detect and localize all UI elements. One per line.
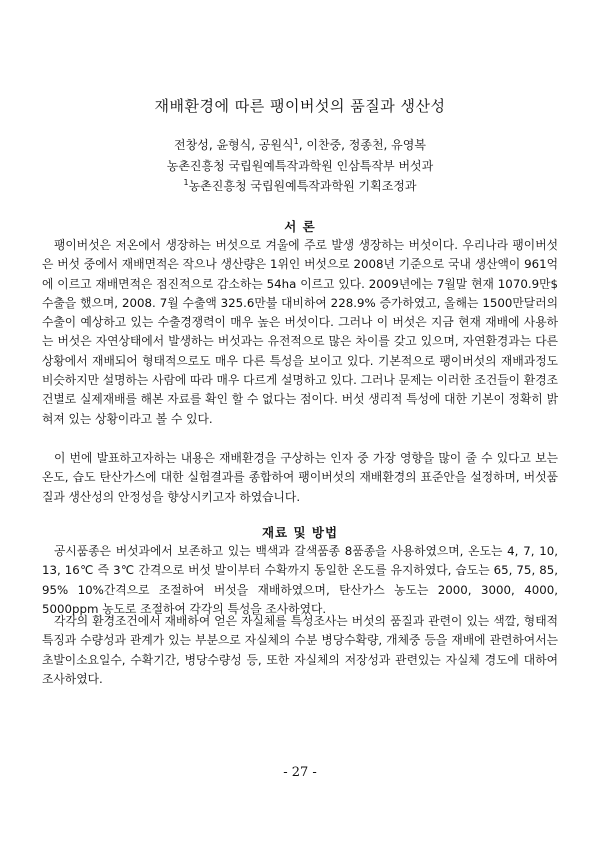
author-list bbox=[0, 136, 600, 153]
paper-title: 재배환경에 따른 팽이버섯의 품질과 생산성 bbox=[154, 97, 446, 115]
authors-part-1: 전창성, 윤형식, 공원식 bbox=[174, 138, 294, 152]
affiliation-mark: 1 bbox=[183, 178, 189, 187]
section-heading-methods: 재료 및 방법 bbox=[261, 525, 339, 540]
affiliation-primary: 농촌진흥청 국립원예특작과학원 인삼특작부 버섯과 bbox=[166, 159, 434, 173]
intro-paragraph-2: 이 번에 발표하고자하는 내용은 재배환경을 구상하는 인자 중 가장 영향을 많이 줄 수 있다고 보는 온도, 습도 탄산가스에 대한 실험결과를 종합하여 팽이버섯의 재배환경의 표준안을 설정하며, 버섯품질과 생산성의 안정성을 향상시키고자 하였습니다. bbox=[42, 451, 558, 504]
affiliation-secondary-text: 농촌진흥청 국립원예특작과학원 기획조정과 bbox=[188, 179, 417, 193]
page-number: - 27 - bbox=[283, 765, 317, 780]
section-heading-introduction: 서 론 bbox=[284, 219, 316, 234]
authors-part-2: , 이찬중, 정종천, 유영복 bbox=[298, 138, 426, 152]
methods-paragraph-1: 공시품종은 버섯과에서 보존하고 있는 백색과 갈색품종 8품종을 사용하였으며, 온도는 4, 7, 10, 13, 16℃ 즉 3℃ 간격으로 버섯 발이부터 수확까지 동일한 온도를 유지하였다, 습도는 65, 75, 85, 95% 10%간격으로 조절하여 버섯을 재배하였으며, 탄산가스 농도는 2000, 3000, 4000, 5000ppm 농도로 조절하여 각각의 특성을 조사하였다. bbox=[42, 544, 558, 616]
intro-paragraph-1: 팽이버섯은 저온에서 생장하는 버섯으로 겨울에 주로 발생 생장하는 버섯이다. 우리나라 팽이버섯은 버섯 중에서 재배면적은 작으나 생산량은 1위인 버섯으로 2008년 기준으로 국내 생산액이 961억에 이르고 재배면적은 점진적으로 감소하는 54ha 이르고 있다. 2009년에는 7월말 현재 1070.9만$ 수출을 했으며, 2008. 7월 수출액 325.6만불 대비하여 228.9% 증가하였고, 올해는 1500만달러의 수출이 예상하고 있는 수출경쟁력이 매우 높은 버섯이다. 그러나 이 버섯은 지금 현재 재배에 사용하는 버섯은 자연상태에서 발생하는 버섯과는 유전적으로 많은 차이를 갖고 있으며, 자연환경과는 다른 상황에서 재배되어 형태적으로도 매우 다른 특성을 보이고 있다. 기본적으로 팽이버섯의 재배과정도 비슷하지만 설명하는 사람에 따라 매우 다르게 설명하고 있다. 그러나 문제는 이러한 조건들이 환경조건별로 실제재배를 해본 자료를 확인 할 수 없다는 점이다. 버섯 생리적 특성에 대한 기본이 정확히 밝혀져 있는 상황이라고 볼 수 있다. bbox=[42, 238, 558, 426]
author-affiliation-mark: 1 bbox=[293, 137, 299, 146]
methods-paragraph-2: 각각의 환경조건에서 재배하여 얻은 자실체를 특성조사는 버섯의 품질과 관련이 있는 색깔, 형태적 특징과 수량성과 관계가 있는 부분으로 자실체의 수분 병당수확량, 개체중 등을 재배에 관련하여서는 초발이소요일수, 수확기간, 병당수량성 등, 또한 자실체의 저장성과 관련있는 자실체 경도에 대하여 조사하였다. bbox=[42, 614, 558, 686]
affiliation-secondary bbox=[0, 177, 600, 194]
